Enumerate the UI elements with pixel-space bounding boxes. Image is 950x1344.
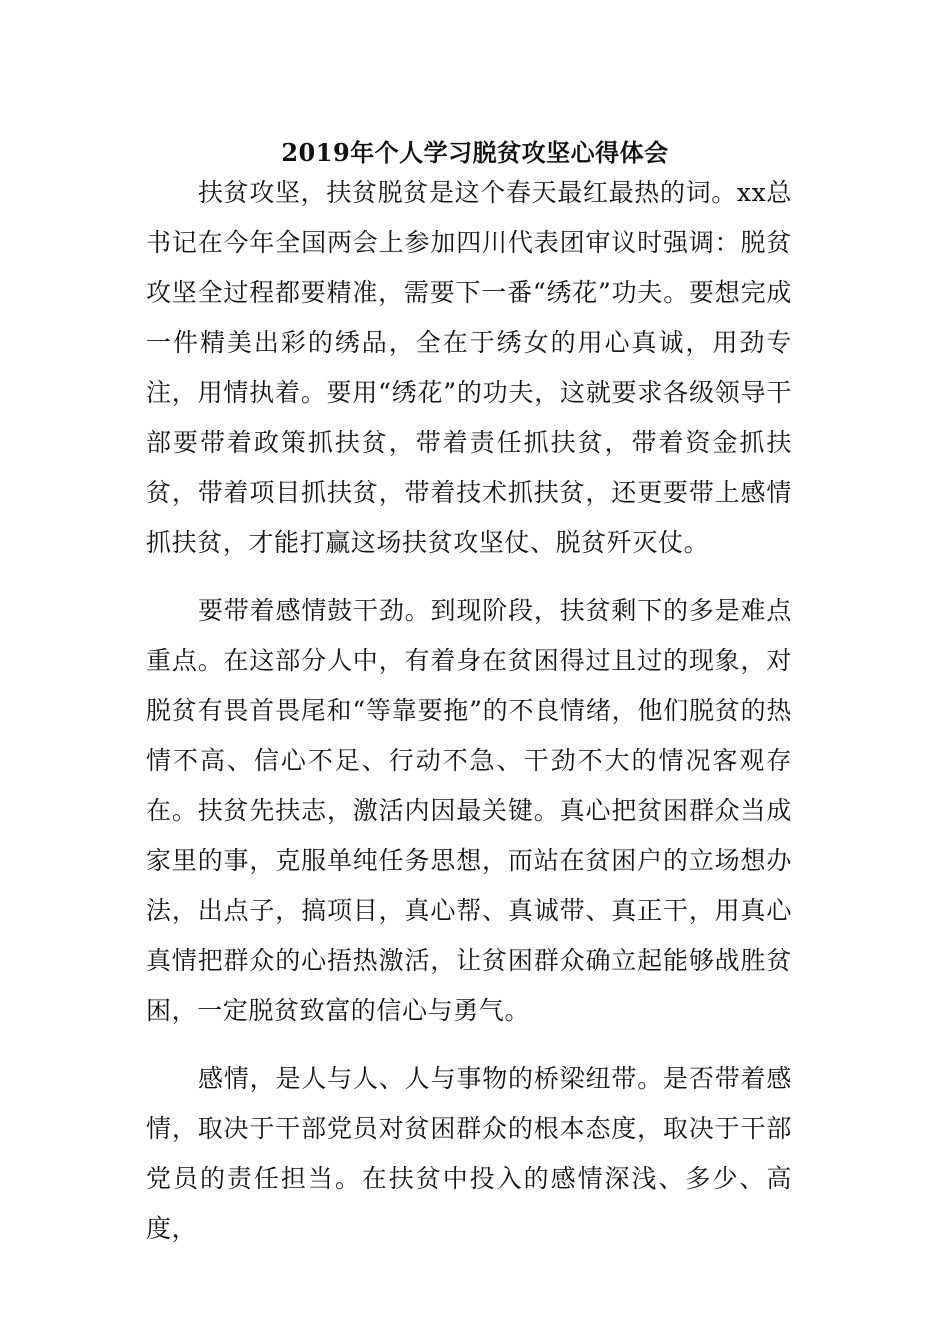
document-title: 2019年个人学习脱贫攻坚心得体会 bbox=[281, 138, 669, 167]
paragraph-3: 感情，是人与人、人与事物的桥梁纽带。是否带着感情，取决于干部党员对贫困群众的根本态度，取决于干部党员的责任担当。在扶贫中投入的感情深浅、多少、高度， bbox=[146, 1064, 792, 1243]
paragraph-1: 扶贫攻坚，扶贫脱贫是这个春天最红最热的词。xx总书记在今年全国两会上参加四川代表团审议时强调：脱贫攻坚全过程都要精准，需要下一番“绣花”功夫。要想完成一件精美出彩的绣品，全在于绣女的用心真诚，用劲专注，用情执着。要用“绣花”的功夫，这就要求各级领导干部要带着政策抓扶贫，带着责任抓扶贫，带着资金抓扶贫，带着项目抓扶贫，带着技术抓扶贫，还更要带上感情抓扶贫，才能打赢这场扶贫攻坚仗、脱贫歼灭仗。 bbox=[146, 178, 792, 557]
paragraph-2: 要带着感情鼓干劲。到现阶段，扶贫剩下的多是难点重点。在这部分人中，有着身在贫困得过且过的现象，对脱贫有畏首畏尾和“等靠要拖”的不良情绪，他们脱贫的热情不高、信心不足、行动不急、干劲不大的情况客观存在。扶贫先扶志，激活内因最关键。真心把贫困群众当成家里的事，克服单纯任务思想，而站在贫困户的立场想办法，出点子，搞项目，真心帮、真诚带、真正干，用真心真情把群众的心捂热激活，让贫困群众确立起能够战胜贫困，一定脱贫致富的信心与勇气。 bbox=[146, 596, 792, 1025]
document-body bbox=[146, 168, 792, 1272]
